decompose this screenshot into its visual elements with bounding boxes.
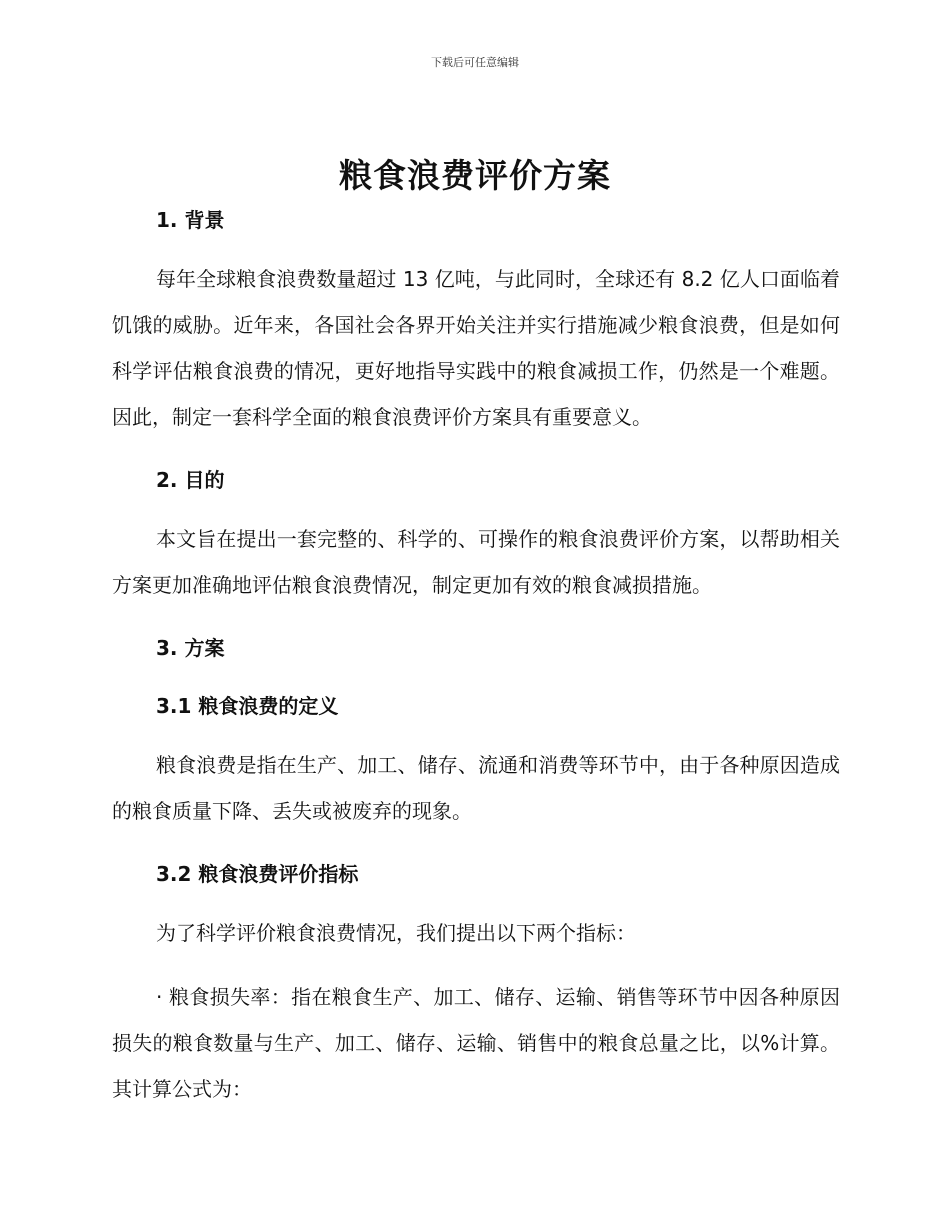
paragraph-indicators-intro: 为了科学评价粮食浪费情况，我们提出以下两个指标：	[156, 921, 636, 945]
section-heading-plan: 3. 方案	[156, 636, 225, 660]
header-note: 下载后可任意编辑	[431, 56, 519, 69]
paragraph-background: 每年全球粮食浪费数量超过 13 亿吨，与此同时，全球还有 8.2 亿人口面临着饥饿的威胁。近年来，各国社会各界开始关注并实行措施减少粮食浪费，但是如何科学评估粮食浪费的情况，更好地指导实践中的粮食减损工作，仍然是一个难题。因此，制定一套科学全面的粮食浪费评价方案具有重要意义。	[112, 267, 840, 429]
document-title: 粮食浪费评价方案	[339, 156, 611, 195]
paragraph-purpose: 本文旨在提出一套完整的、科学的、可操作的粮食浪费评价方案，以帮助相关方案更加准确地评估粮食浪费情况，制定更加有效的粮食减损措施。	[112, 527, 840, 597]
section-heading-indicators: 3.2 粮食浪费评价指标	[156, 862, 359, 886]
paragraph-definition: 粮食浪费是指在生产、加工、储存、流通和消费等环节中，由于各种原因造成的粮食质量下降、丢失或被废弃的现象。	[112, 753, 840, 823]
section-heading-background: 1. 背景	[156, 208, 225, 232]
paragraph-loss-rate: · 粮食损失率：指在粮食生产、加工、储存、运输、销售等环节中因各种原因损失的粮食数量与生产、加工、储存、运输、销售中的粮食总量之比，以%计算。其计算公式为：	[112, 985, 840, 1101]
section-heading-definition: 3.1 粮食浪费的定义	[156, 694, 339, 718]
section-heading-purpose: 2. 目的	[156, 468, 225, 492]
document-body	[112, 202, 840, 1112]
